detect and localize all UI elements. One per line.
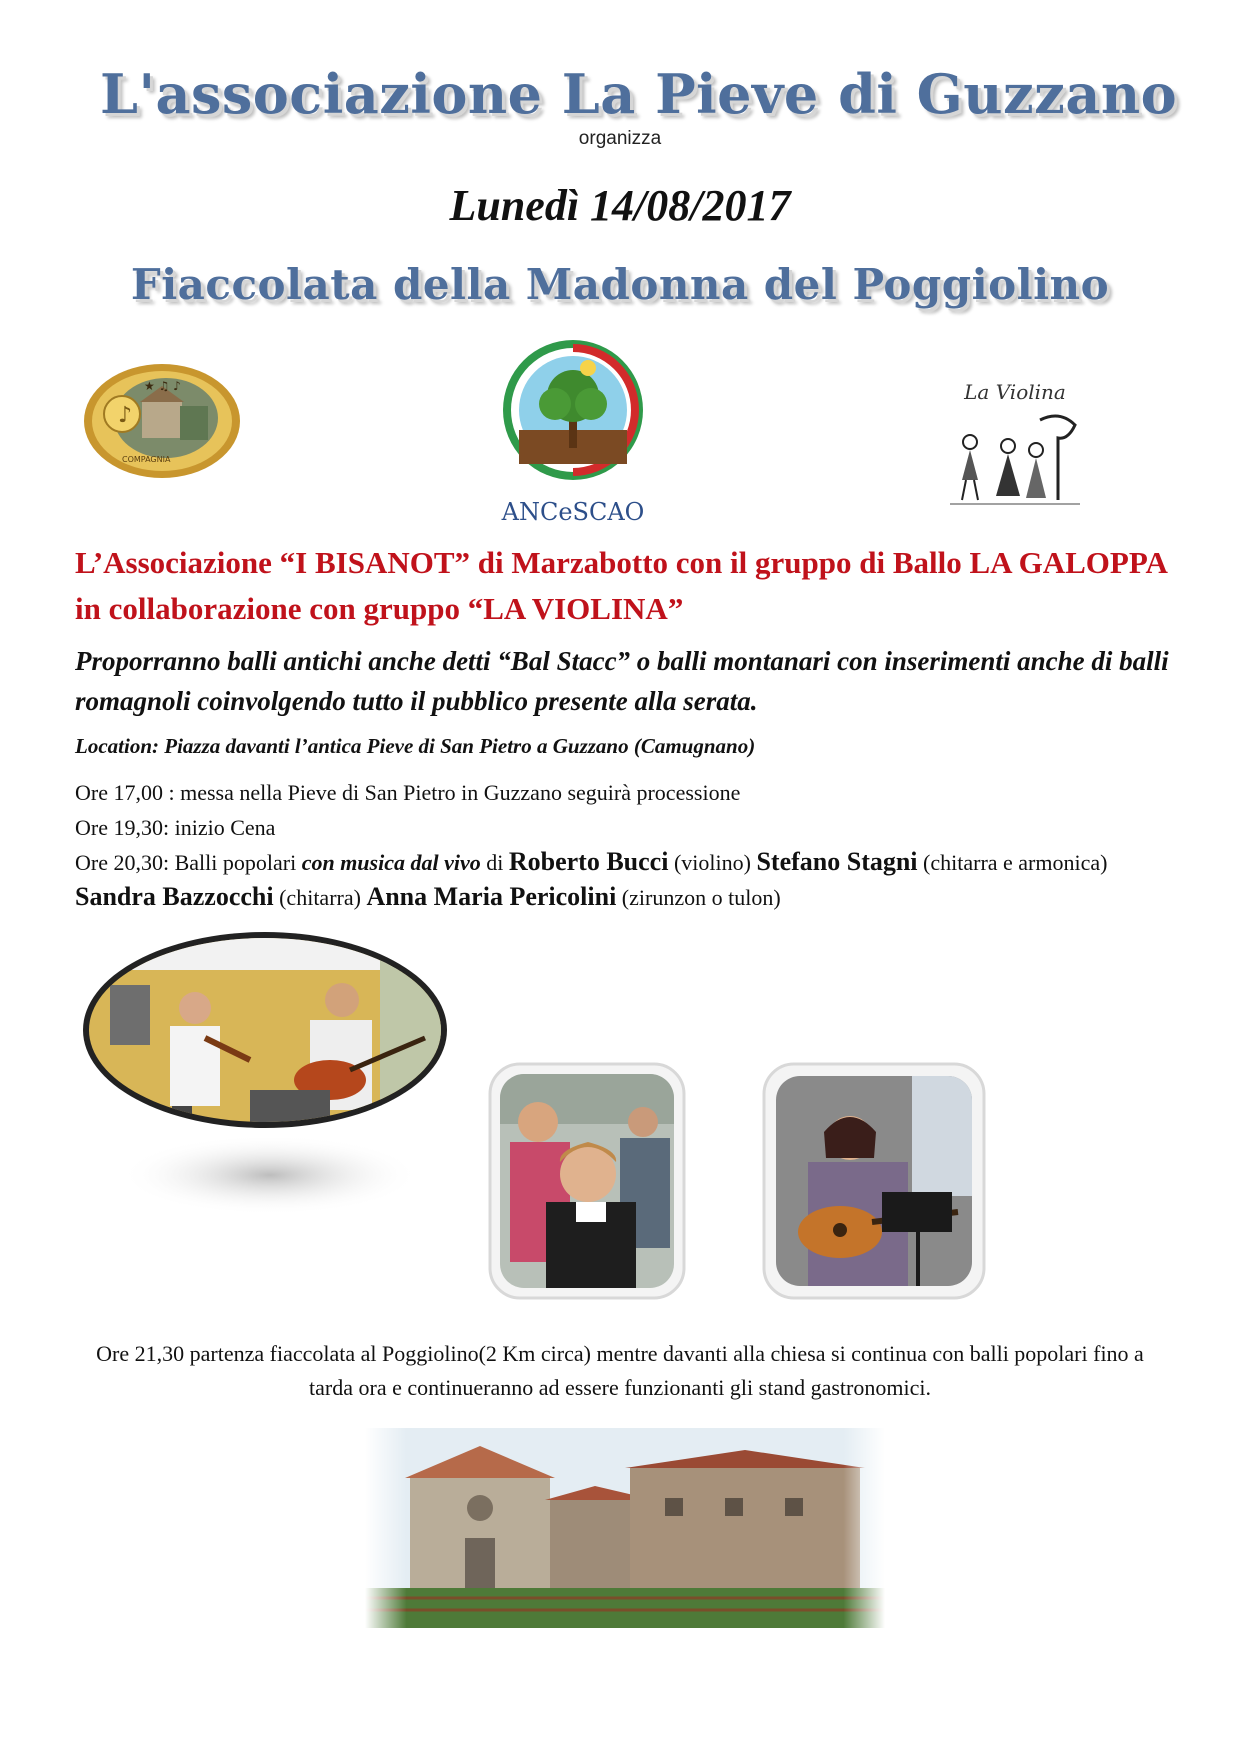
musician-name: Sandra Bazzocchi xyxy=(75,882,274,911)
musician-role: (chitarra e armonica) xyxy=(917,850,1108,875)
dances-prefix: Ore 20,30: Balli popolari xyxy=(75,850,302,875)
musician-name: Anna Maria Pericolini xyxy=(366,882,617,911)
musician-role: (zirunzon o tulon) xyxy=(616,885,781,910)
musician-name: Stefano Stagni xyxy=(756,847,918,876)
event-description: Proporranno balli antichi anche detti “Bal Stacc” o balli montanari con inserimenti anche di balli romagnoli coinvolgendo tutto il pubblico presente alla serata. xyxy=(75,646,1169,716)
compagnia-logo xyxy=(82,362,242,480)
schedule-item-mass: Ore 17,00 : messa nella Pieve di San Pietro in Guzzano seguirà processione xyxy=(75,780,741,805)
musician-role: (chitarra) xyxy=(273,885,367,910)
poster-title: L'associazione La Pieve di Guzzano xyxy=(100,62,1178,126)
event-location: Location: Piazza davanti l’antica Pieve di San Pietro a Guzzano (Camugnano) xyxy=(75,734,756,758)
ancescao-logo xyxy=(493,338,653,528)
live-music-label: con musica dal vivo xyxy=(301,850,481,875)
musician-role: (violino) xyxy=(668,850,757,875)
event-subtitle: Fiaccolata della Madonna del Poggiolino xyxy=(130,260,1110,309)
schedule-item-dinner: Ore 19,30: inizio Cena xyxy=(75,815,276,840)
singer-photo xyxy=(488,1062,686,1300)
musicians-photo xyxy=(80,930,450,1230)
association-heading: L’Associazione “I BISANOT” di Marzabotto con il gruppo di Ballo LA GALOPPA in collaborazione con gruppo “LA VIOLINA” xyxy=(75,545,1167,626)
la-violina-title: La Violina xyxy=(964,380,1066,404)
organizza-label: organizza xyxy=(578,128,662,149)
schedule-item-dances xyxy=(75,845,1180,915)
compagnia-logo-text: COMPAGNIA xyxy=(122,455,171,464)
event-date: Lunedì 14/08/2017 xyxy=(449,181,791,230)
guitarist-photo xyxy=(762,1062,986,1300)
svg-text:♪: ♪ xyxy=(118,403,133,428)
torchlight-procession-info: Ore 21,30 partenza fiaccolata al Poggiolino(2 Km circa) mentre davanti alla chiesa si continua con balli popolari fino a tarda ora e continueranno ad essere funzionanti gli stand gastronomici. xyxy=(96,1341,1144,1400)
la-violina-logo xyxy=(940,380,1090,520)
church-photo xyxy=(365,1428,885,1628)
musician-name: Roberto Bucci xyxy=(508,847,669,876)
ancescao-caption: ANCeSCAO xyxy=(501,498,645,526)
dances-di: di xyxy=(480,850,509,875)
svg-text:★ ♫ ♪: ★ ♫ ♪ xyxy=(144,379,181,393)
